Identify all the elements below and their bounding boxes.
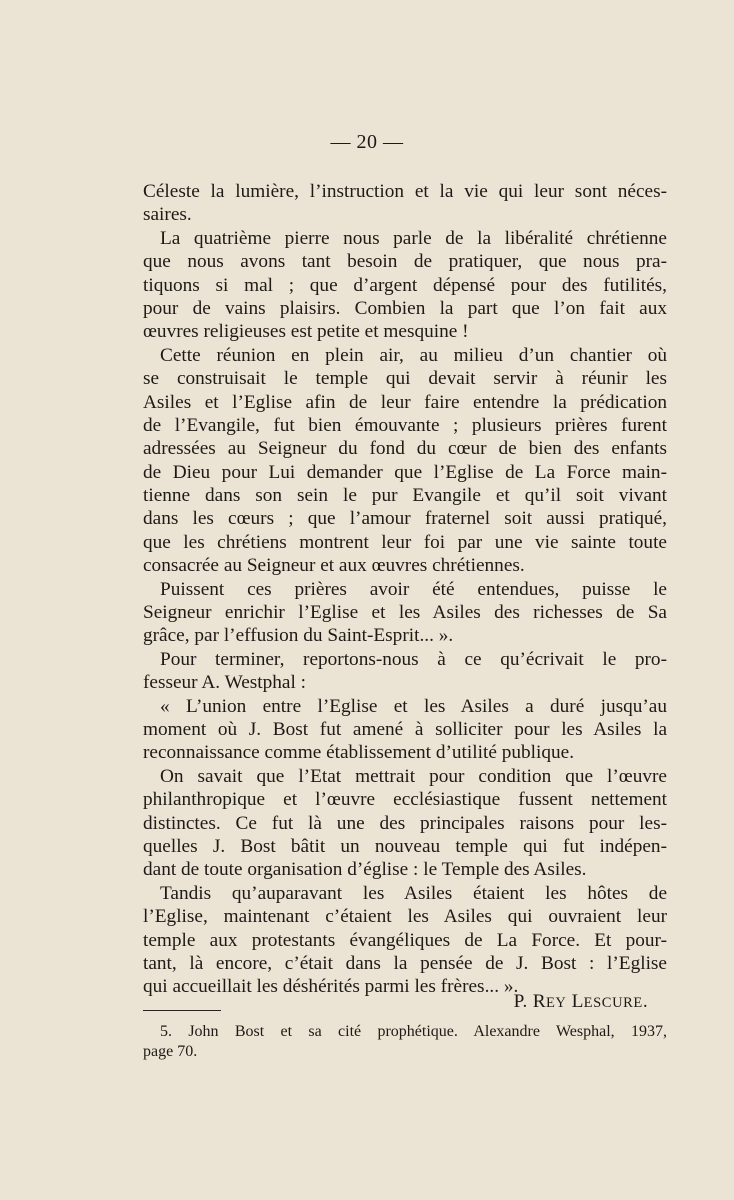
text-line: « L’union entre l’Eglise et les Asiles a duré jusqu’au [160, 695, 667, 717]
text-line: pour de vains plaisirs. Combien la part que l’on fait aux [143, 297, 667, 319]
text-line: Puissent ces prières avoir été entendues, puisse le [160, 578, 667, 600]
signature-part: EY [545, 995, 567, 1011]
footnote-rule [143, 1010, 221, 1011]
author-signature [514, 990, 648, 1015]
footnote-line: 5. John Bost et sa cité prophétique. Alexandre Wesphal, 1937, [160, 1023, 667, 1040]
footnote-line: page 70. [143, 1043, 198, 1060]
text-line: reconnaissance comme établissement d’utilité publique. [143, 742, 575, 764]
text-line: Cette réunion en plein air, au milieu d’un chantier où [160, 344, 667, 366]
text-line: On savait que l’Etat mettrait pour condition que l’œuvre [160, 765, 667, 787]
text-line: temple aux protestants évangéliques de La Force. Et pour- [143, 929, 667, 951]
text-line: Pour terminer, reportons-nous à ce qu’écrivait le pro- [160, 648, 667, 670]
text-line: grâce, par l’effusion du Saint-Esprit... ». [143, 625, 454, 647]
text-line: tienne dans son sein le pur Evangile et qu’il soit vivant [143, 485, 667, 507]
text-line: que les chrétiens montrent leur foi par une vie sainte toute [143, 531, 667, 553]
text-line: qui accueillait les déshérités parmi les frères... ». [143, 976, 519, 998]
signature-part: . [642, 991, 648, 1012]
text-line: de Dieu pour Lui demander que l’Eglise de La Force main- [143, 461, 667, 483]
text-line: distinctes. Ce fut là une des principales raisons pour les- [143, 812, 667, 834]
text-line: tant, là encore, c’était dans la pensée de J. Bost : l’Eglise [143, 952, 667, 974]
text-line: quelles J. Bost bâtit un nouveau temple qui fut indépen- [143, 835, 667, 857]
text-line: Tandis qu’auparavant les Asiles étaient les hôtes de [160, 882, 667, 904]
text-line: saires. [143, 204, 192, 226]
signature-row [143, 990, 648, 1014]
text-line: tiquons si mal ; que d’argent dépensé pour des futilités, [143, 274, 667, 296]
text-line: consacrée au Seigneur et aux œuvres chrétiennes. [143, 555, 525, 577]
body-text [143, 180, 667, 999]
text-line: l’Eglise, maintenant c’étaient les Asiles qui ouvraient leur [143, 906, 667, 928]
text-line: adressées au Seigneur du fond du cœur de bien des enfants [143, 438, 667, 460]
signature-part: L [566, 991, 584, 1012]
text-line: dant de toute organisation d’église : le Temple des Asiles. [143, 859, 587, 881]
text-line: œuvres religieuses est petite et mesquine ! [143, 321, 469, 343]
footnote [143, 1022, 667, 1062]
text-line: Seigneur enrichir l’Eglise et les Asiles des richesses de Sa [143, 602, 667, 624]
signature-part: P. R [513, 991, 546, 1012]
text-line: moment où J. Bost fut amené à solliciter pour les Asiles la [143, 718, 667, 740]
text-line: La quatrième pierre nous parle de la libéralité chrétienne [160, 227, 667, 249]
text-line: que nous avons tant besoin de pratiquer, que nous pra- [143, 251, 667, 273]
text-line: dans les cœurs ; que l’amour fraternel soit aussi pratiqué, [143, 508, 667, 530]
text-line: philanthropique et l’œuvre ecclésiastique fussent nettement [143, 789, 667, 811]
text-line: de l’Evangile, fut bien émouvante ; plusieurs prières furent [143, 414, 667, 436]
signature-part: ESCURE [583, 995, 643, 1011]
text-line: Asiles et l’Eglise afin de leur faire entendre la prédication [143, 391, 667, 413]
text-line: Céleste la lumière, l’instruction et la vie qui leur sont néces- [143, 181, 667, 202]
page-number: — 20 — [330, 131, 404, 153]
text-line: fesseur A. Westphal : [143, 672, 307, 694]
text-line: se construisait le temple qui devait servir à réunir les [143, 368, 667, 390]
